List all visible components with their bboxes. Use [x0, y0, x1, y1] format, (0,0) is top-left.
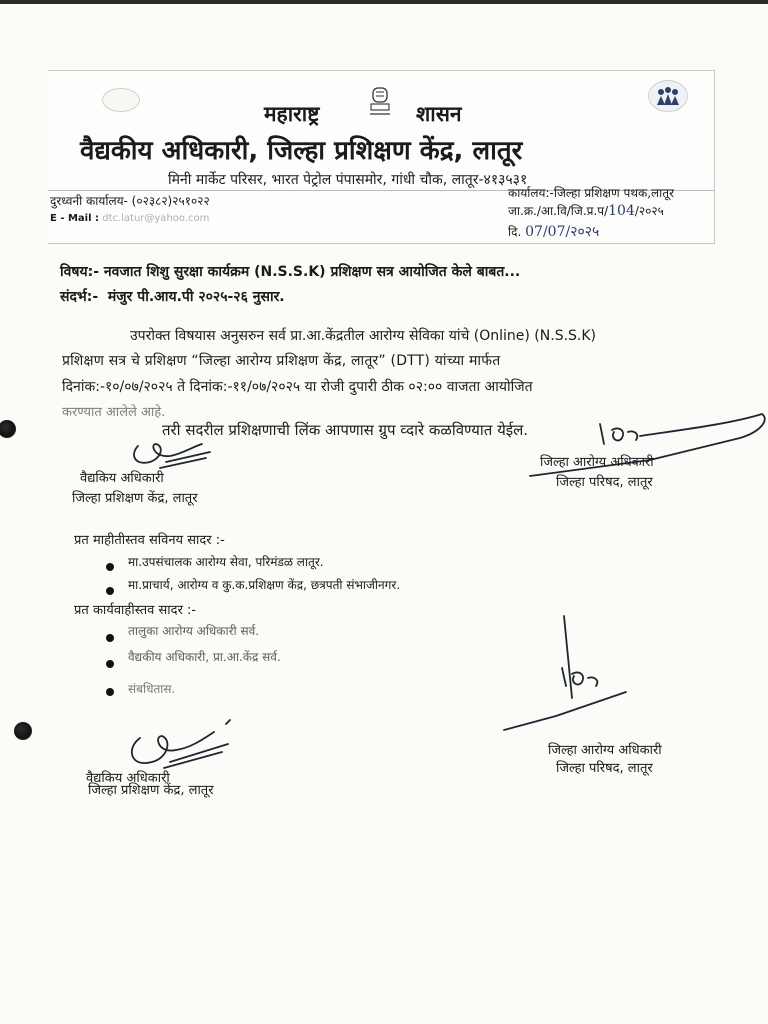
body-line-2: प्रशिक्षण सत्र चे प्रशिक्षण “जिल्हा आरोग्य प्रशिक्षण केंद्र, लातूर” (DTT) यांच्या मार्फत — [62, 353, 501, 369]
body-line-3: दिनांक:-१०/०७/२०२५ ते दिनांक:-११/०७/२०२५ या रोजी दुपारी ठीक ०२:०० वाजता आयोजित — [62, 379, 533, 395]
sig1-left-office: जिल्हा प्रशिक्षण केंद्र, लातूर — [72, 491, 198, 506]
body-line-4: करण्यात आलेले आहे. — [62, 405, 166, 420]
date-handwritten: 07/07/२०२५ — [525, 224, 600, 240]
punch-hole-bottom — [14, 722, 32, 740]
copy-info-item-2: मा.प्राचार्य, आरोग्य व कु.क.प्रशिक्षण केंद्र, छत्रपती संभाजीनगर. — [128, 578, 401, 592]
bullet — [106, 587, 114, 595]
sig2-left-office: जिल्हा प्रशिक्षण केंद्र, लातूर — [88, 783, 214, 798]
subject-text: नवजात शिशु सुरक्षा कार्यक्रम (N.S.S.K) प्रशिक्षण सत्र आयोजित केले बाबत... — [103, 264, 521, 280]
reference-text: मंजुर पी.आय.पी २०२५-२६ नुसार. — [107, 289, 285, 305]
copy-action-heading: प्रत कार्यवाहीस्तव सादर :- — [74, 603, 197, 618]
office-line: कार्यालय:-जिल्हा प्रशिक्षण पथक,लातूर — [508, 186, 675, 200]
copy-info-item-1: मा.उपसंचालक आरोग्य सेवा, परिमंडळ लातूर. — [128, 555, 324, 569]
family-welfare-logo-icon — [648, 80, 688, 112]
left-signature-1 — [120, 432, 220, 472]
left-signature-2 — [118, 718, 248, 774]
sig1-right-office: जिल्हा परिषद, लातूर — [556, 475, 653, 490]
sig2-right-title: जिल्हा आरोग्य अधिकारी — [548, 743, 662, 758]
bullet — [106, 688, 114, 696]
subject-line — [60, 262, 520, 281]
body-line-5: तरी सदरील प्रशिक्षणाची लिंक आपणास ग्रुप व्दारे कळविण्यात येईल. — [162, 421, 529, 439]
ashoka-emblem-icon — [368, 84, 392, 118]
phone-number: दुरध्वनी कार्यालय- (०२३८२)२५१०२२ — [50, 194, 210, 208]
sig2-right-office: जिल्हा परिषद, लातूर — [556, 761, 653, 776]
gov-maharashtra: महाराष्ट्र — [264, 102, 320, 126]
email-address: dtc.latur@yahoo.com — [102, 213, 210, 224]
punch-hole-top — [0, 420, 16, 438]
office-title: वैद्यकीय अधिकारी, जिल्हा प्रशिक्षण केंद्र, लातूर — [80, 136, 523, 166]
ref-year: /२०२५ — [634, 204, 664, 218]
ref-handwritten-number: 104 — [608, 203, 635, 219]
sig2-left-title: वैद्यकिय अधिकारी — [86, 771, 170, 786]
copy-action-item-3: संबधितास. — [128, 682, 176, 696]
date-label: दि. — [508, 225, 522, 239]
bullet — [106, 634, 114, 642]
email-label: E - Mail : — [50, 213, 99, 224]
top-edge-shadow — [0, 0, 768, 4]
sig1-right-title: जिल्हा आरोग्य अधिकारी — [540, 455, 654, 470]
body-line-1: उपरोक्त विषयास अनुसरुन सर्व प्रा.आ.केंद्रतील आरोग्य सेविका यांचे (Online) (N.S.S.K) — [130, 328, 597, 344]
bullet — [106, 660, 114, 668]
subject-label: विषय:- — [60, 264, 100, 280]
gov-shasan: शासन — [416, 102, 462, 126]
reference-label: संदर्भ:- — [60, 289, 99, 305]
reference-line — [60, 287, 285, 306]
email-line — [50, 213, 209, 224]
date-line — [508, 222, 599, 241]
right-signature-2 — [496, 612, 636, 738]
left-seal-icon — [102, 88, 140, 112]
ref-prefix: जा.क्र./आ.वि/जि.प्र.प/ — [508, 204, 609, 218]
copy-action-item-1: तालुका आरोग्य अधिकारी सर्व. — [128, 624, 260, 638]
copy-action-item-2: वैद्यकीय अधिकारी, प्रा.आ.केंद्र सर्व. — [128, 650, 281, 664]
sig1-left-title: वैद्यकिय अधिकारी — [80, 471, 164, 486]
reference-number-line — [508, 202, 664, 219]
office-address: मिनी मार्केट परिसर, भारत पेट्रोल पंपासमोर, गांधी चौक, लातूर-४१३५३१ — [168, 172, 528, 188]
copy-info-heading: प्रत माहीतीस्तव सविनय सादर :- — [74, 533, 225, 548]
bullet — [106, 563, 114, 571]
